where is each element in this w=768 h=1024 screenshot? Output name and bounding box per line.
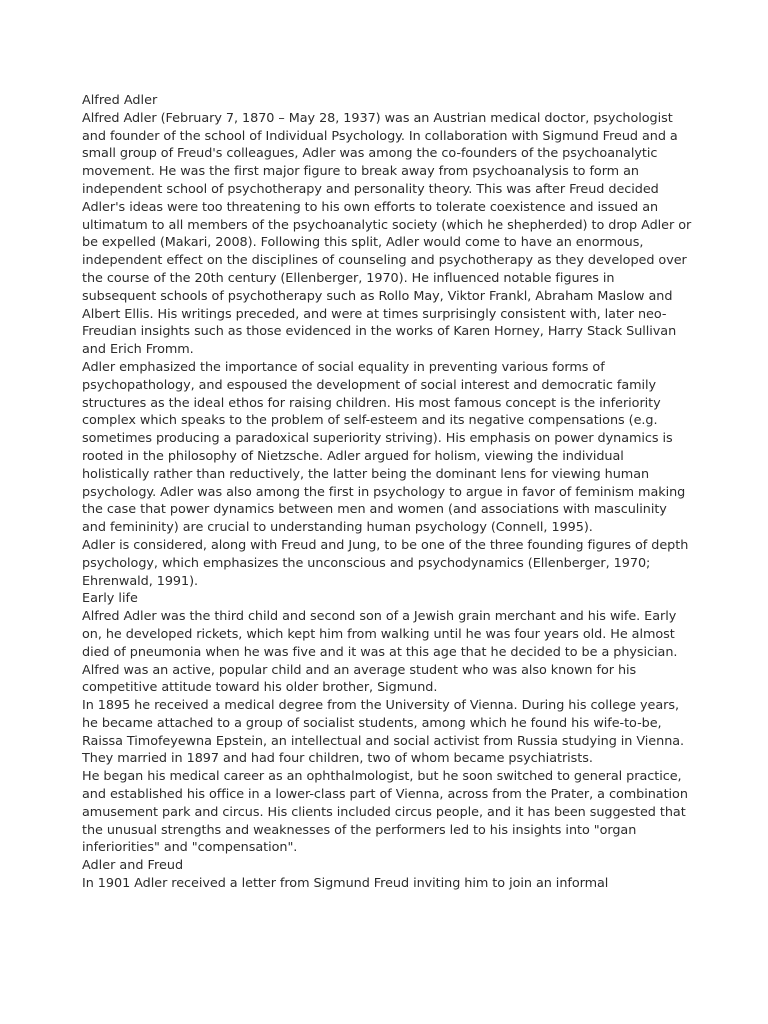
paragraph-depth-psychology: Adler is considered, along with Freud and Jung, to be one of the three founding figures of depth psychology, which emphasizes the unconscious and psychodynamics (Ellenberger, 1970; Ehrenwald, 1991). [82, 537, 689, 589]
paragraph-intro: Alfred Adler (February 7, 1870 – May 28, 1937) was an Austrian medical doctor, psychologist and founder of the school of Individual Psychology. In collaboration with Sigmund Freud and a small group of Freud's colleagues, Adler was among the co-founders of the psychoanalytic movement. He was the first major figure to break away from psychoanalysis to form an independent school of psychotherapy and personality theory. This was after Freud decided Adler's ideas were too threatening to his own efforts to tolerate coexistence and issued an ultimatum to all members of the psychoanalytic society (which he shepherded) to drop Adler or be expelled (Makari, 2008). Following this split, Adler would come to have an enormous, independent effect on the disciplines of counseling and psychotherapy as they developed over the course of the 20th century (Ellenberger, 1970). He influenced notable figures in subsequent schools of psychotherapy such as Rollo May, Viktor Frankl, Abraham Maslow and Albert Ellis. His writings preceded, and were at times surprisingly consistent with, later neo-Freudian insights such as those evidenced in the works of Karen Horney, Harry Stack Sullivan and Erich Fromm. [82, 110, 692, 358]
section-heading-early-life: Early life [82, 591, 138, 607]
section-heading-adler-and-freud: Adler and Freud [82, 858, 184, 874]
paragraph-childhood: Alfred Adler was the third child and second son of a Jewish grain merchant and his wife. Early on, he developed rickets, which kept him from walking until he was four years old. He almost died of pneumonia when he was five and it was at this age that he decided to be a physician. [82, 609, 678, 660]
paragraph-freud-letter: In 1901 Adler received a letter from Sigmund Freud inviting him to join an informal [82, 876, 609, 892]
paragraph-medical-degree: In 1895 he received a medical degree from the University of Vienna. During his college years, he became attached to a group of socialist students, among which he found his wife-to-be, Raissa Timofeyewna Epstein, an intellectual and social activist from Russia studying in Vienna. They married in 1897 and had four children, two of whom became psychiatrists. [82, 698, 685, 767]
document-page [82, 92, 692, 893]
paragraph-active-child: Alfred was an active, popular child and an average student who was also known for his competitive attitude toward his older brother, Sigmund. [82, 662, 637, 696]
paragraph-social-equality: Adler emphasized the importance of social equality in preventing various forms of psychopathology, and espoused the development of social interest and democratic family structures as the ideal ethos for raising children. His most famous concept is the inferiority complex which speaks to the problem of self-esteem and its negative compensations (e.g. sometimes producing a paradoxical superiority striving). His emphasis on power dynamics is rooted in the philosophy of Nietzsche. Adler argued for holism, viewing the individual holistically rather than reductively, the latter being the dominant lens for viewing human psychology. Adler was also among the first in psychology to argue in favor of feminism making the case that power dynamics between men and women (and associations with masculinity and femininity) are crucial to understanding human psychology (Connell, 1995). [82, 359, 686, 536]
document-title: Alfred Adler [82, 93, 158, 108]
paragraph-medical-career: He began his medical career as an ophthalmologist, but he soon switched to general practice, and established his office in a lower-class part of Vienna, across from the Prater, a combination amusement park and circus. His clients included circus people, and it has been suggested that the unusual strengths and weaknesses of the performers led to his insights into "organ inferiorities" and "compensation". [82, 769, 688, 856]
